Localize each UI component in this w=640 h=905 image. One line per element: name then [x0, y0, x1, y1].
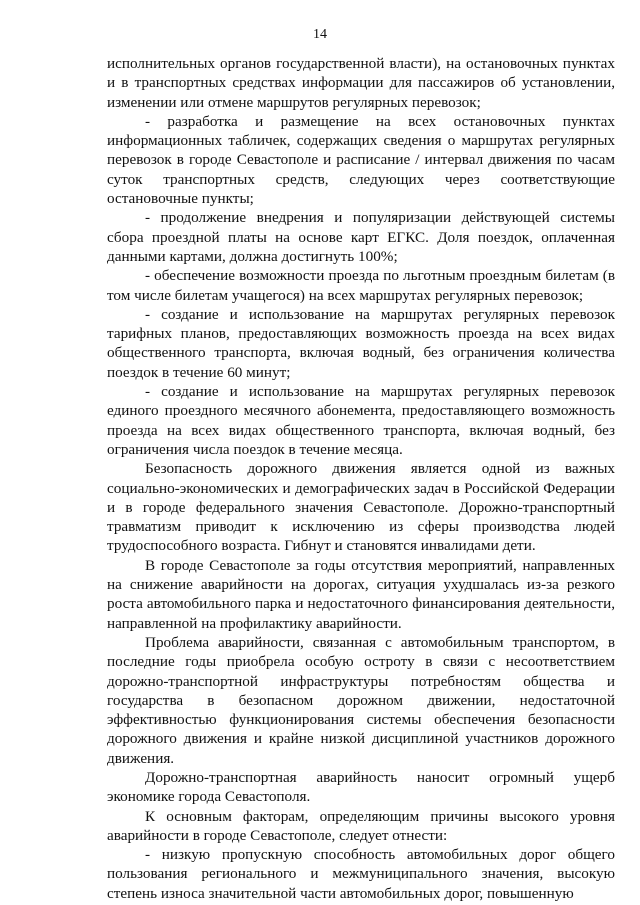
paragraph: исполнительных органов государственной власти), на остановочных пунктах и в транспортных средствах информации для пассажиров об установлении, изменении или отмене маршрутов регулярных перевозок; [107, 55, 615, 111]
body-text [107, 54, 615, 903]
paragraph: К основным факторам, определяющим причины высокого уровня аварийности в городе Севастополе, следует отнести: [107, 807, 615, 844]
paragraph: Безопасность дорожного движения является одной из важных социально-экономических и демографических задач в Российской Федерации и в городе федерального значения Севастополе. Дорожно-транспортный травматизм приводит к исключению из сферы производства людей трудоспособного возраста. Гибнут и становятся инвалидами дети. [107, 460, 615, 555]
paragraph: Дорожно-транспортная аварийность наносит огромный ущерб экономике города Севастополя. [107, 768, 615, 806]
paragraph: - продолжение внедрения и популяризации действующей системы сбора проездной платы на основе карт ЕГКС. Доля поездок, оплаченная данными картами, должна достигнуть 100%; [107, 209, 615, 265]
page-number: 14 [313, 27, 327, 42]
paragraph: - создание и использование на маршрутах регулярных перевозок тарифных планов, предоставляющих возможность проезда на всех видах общественного транспорта, включая водный, без ограничения количества поездок в течение 60 минут; [107, 305, 615, 381]
paragraph: - обеспечение возможности проезда по льготным проездным билетам (в том числе билетам учащегося) на всех маршрутах регулярных перевозок; [107, 267, 615, 304]
paragraph: Проблема аварийности, связанная с автомобильным транспортом, в последние годы приобрела особую остроту в связи с несоответствием дорожно-транспортной инфраструктуры потребностям общества и государства в безопасном дорожном движении, недостаточной эффективностью функционирования системы обеспечения безопасности дорожного движения и крайне низкой дисциплиной участников дорожного движения. [107, 633, 615, 767]
paragraph: - разработка и размещение на всех остановочных пунктах информационных табличек, содержащих сведения о маршрутах регулярных перевозок в городе Севастополе и расписание / интервал движения по часам суток транспортных средств, следующих через соответствующие остановочные пункты; [107, 112, 615, 208]
paragraph: - низкую пропускную способность автомобильных дорог общего пользования регионального и межмуниципального значения, высокую степень износа значительной части автомобильных дорог, повышенную [107, 846, 615, 902]
paragraph: - создание и использование на маршрутах регулярных перевозок единого проездного месячного абонемента, предоставляющего возможность проезда на всех видах общественного транспорта, включая водный, без ограничения числа поездок в течение месяца. [107, 383, 615, 458]
paragraph: В городе Севастополе за годы отсутствия мероприятий, направленных на снижение аварийности на дорогах, ситуация ухудшалась из-за резкого роста автомобильного парка и недостаточного финансирования деятельности, направленной на профилактику аварийности. [107, 556, 615, 632]
